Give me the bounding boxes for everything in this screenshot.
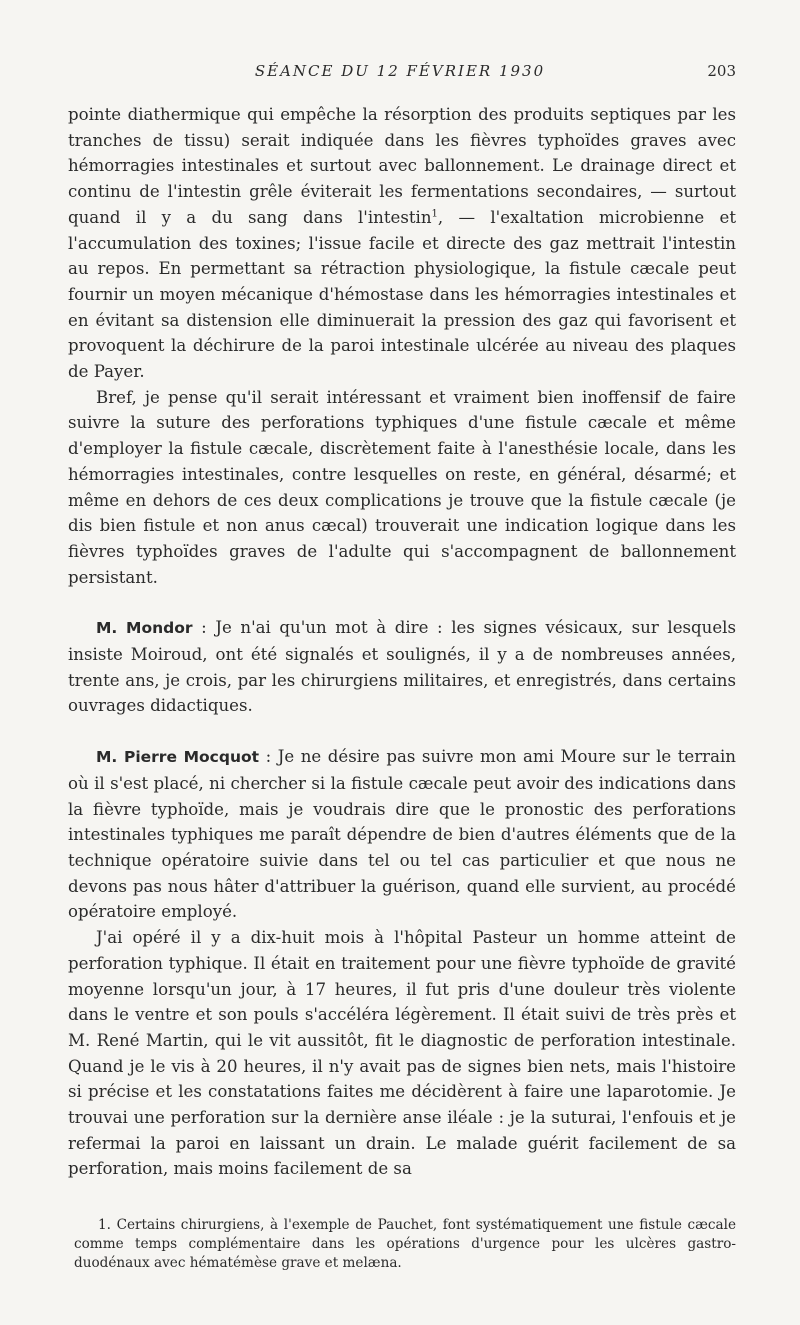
footnote-reference: 1 bbox=[431, 208, 438, 220]
paragraph-continued: pointe diathermique qui empêche la résorption des produits septiques par les tranches de tissu) serait indiquée dans les fièvres typhoïdes graves avec hémorragies intestinales et surtout avec ballonnement. Le drainage direct et continu de l'intestin grêle éviterait les fermentations secondaires, — surtout quand il y a du sang dans l'intestin$^1$, — l'exaltation microbienne et l'accumulation des toxines; l'issue facile et directe des gaz mettrait l'intestin au repos. En permettant sa rétraction physiologique, la fistule cæcale peut fournir un moyen mécanique d'hémostase dans les hémorragies intestinales et en évitant sa distension elle diminuerait la pression des gaz qui favorisent et provoquent la déchirure de la paroi intestinale ulcérée au niveau des plaques de Payer. bbox=[68, 105, 737, 382]
speaker-mondor: M. Mondor bbox=[96, 619, 193, 638]
page-header bbox=[0, 62, 800, 86]
main-text bbox=[68, 102, 736, 1182]
footnote: 1. Certains chirurgiens, à l'exemple de Pauchet, font systématiquement une fistule cæcale comme temps complémentaire dans les opérations d'urgence pour les ulcères gastro-duodénaux avec hématémèse grave et melæna. bbox=[74, 1216, 736, 1271]
paragraph-mondor: M. Mondor : Je n'ai qu'un mot à dire : les signes vésicaux, sur lesquels insiste Moiroud, ont été signalés et soulignés, il y a de nombreuses années, trente ans, je crois, par les chirurgiens militaires, et enregistrés, dans certains ouvrages didactiques. bbox=[68, 618, 736, 716]
running-title: SÉANCE DU 12 FÉVRIER 1930 bbox=[254, 62, 546, 80]
speaker-mocquot: M. Pierre Mocquot bbox=[96, 748, 260, 767]
paragraph-conclusion: Bref, je pense qu'il serait intéressant et vraiment bien inoffensif de faire suivre la suture des perforations typhiques d'une fistule cæcale et même d'employer la fistule cæcale, discrètement faite à l'anesthésie locale, dans les hémorragies intestinales, contre lesquelles on reste, en général, désarmé; et même en dehors de ces deux complications je trouve que la fistule cæcale (je dis bien fistule et non anus cæcal) trouverait une indication logique dans les fièvres typhoïdes graves de l'adulte qui s'accompagnent de ballonnement persistant. bbox=[68, 387, 736, 587]
page-number: 203 bbox=[707, 62, 736, 80]
paragraph-case-report: J'ai opéré il y a dix-huit mois à l'hôpital Pasteur un homme atteint de perforation typhique. Il était en traitement pour une fièvre typhoïde de gravité moyenne lorsqu'un jour, à 17 heures, il fut pris d'une douleur très violente dans le ventre et son pouls s'accéléra légèrement. Il était suivi de très près et M. René Martin, qui le vit aussitôt, fit le diagnostic de perforation intestinale. Quand je le vis à 20 heures, il n'y avait pas de signes bien nets, mais l'histoire si précise et les constatations faites me décidèrent à faire une laparotomie. Je trouvai une perforation sur la dernière anse iléale : je la suturai, l'enfouis et je refermai la paroi en laissant un drain. Le malade guérit facilement de sa perforation, mais moins facilement de sa bbox=[68, 928, 736, 1179]
paragraph-mocquot: M. Pierre Mocquot : Je ne désire pas suivre mon ami Moure sur le terrain où il s'est placé, ni chercher si la fistule cæcale peut avoir des indications dans la fièvre typhoïde, mais je voudrais dire que le pronostic des perforations intestinales typhiques me paraît dépendre de bien d'autres éléments que de la technique opératoire suivie dans tel ou tel cas particulier et que nous ne devons pas nous hâter d'attribuer la guérison, quand elle survient, au procédé opératoire employé. bbox=[68, 747, 736, 922]
